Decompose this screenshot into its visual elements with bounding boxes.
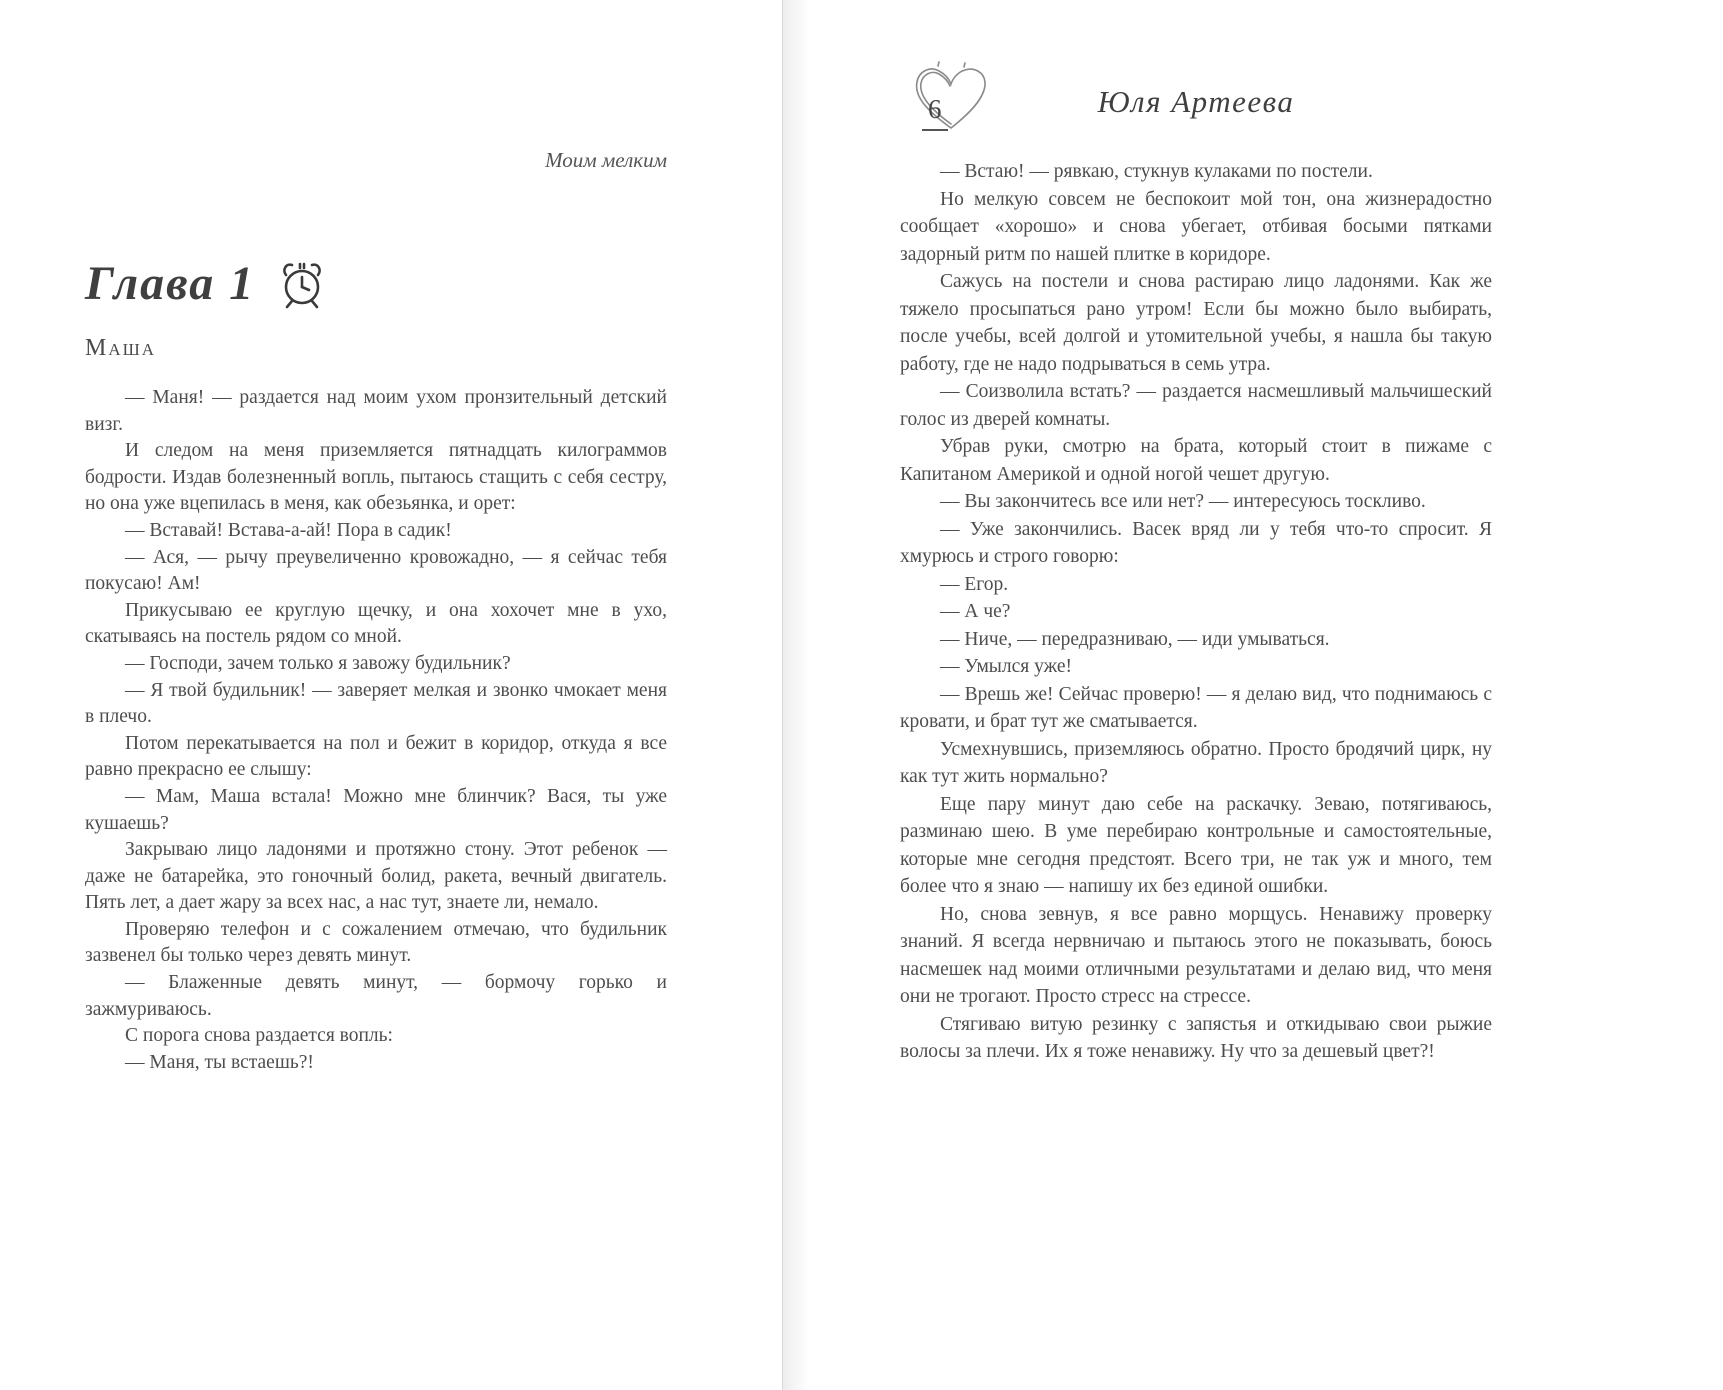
alarm-clock-icon: [273, 255, 331, 313]
running-header: [900, 58, 1492, 154]
paragraph: Сажусь на постели и снова растираю лицо ладонями. Как же тяжело просыпаться рано утром! Если бы можно было выбирать, после учебы, всей долгой и утомительной учебы, я нашла бы такую работу, где не надо подрываться в семь утра.: [900, 271, 1492, 375]
paragraph: — Вы закончитесь все или нет? — интересуюсь тоскливо.: [940, 491, 1426, 512]
page-number: 6: [922, 94, 948, 131]
page-left: [0, 0, 782, 1390]
paragraph: Прикусываю ее круглую щечку, и она хохочет мне в ухо, скатываясь на постель рядом со мной.: [85, 599, 667, 648]
paragraph: — Соизволила встать? — раздается насмешливый мальчишеский голос из дверей комнаты.: [900, 381, 1492, 430]
paragraph: — Врешь же! Сейчас проверю! — я делаю вид, что поднимаюсь с кровати, и брат тут же сматывается.: [900, 683, 1492, 732]
left-page-content: [85, 0, 667, 1076]
page-right: [800, 0, 1723, 1390]
paragraph: — А че?: [940, 601, 1011, 622]
author-name: Юля Артеева: [1097, 84, 1295, 119]
paragraph: — Господи, зачем только я завожу будильник?: [125, 652, 511, 674]
paragraph: Усмехнувшись, приземляюсь обратно. Просто бродячий цирк, ну как тут жить нормально?: [900, 738, 1492, 787]
paragraph: И следом на меня приземляется пятнадцать килограммов бодрости. Издав болезненный вопль, пытаюсь стащить с себя сестру, но она уже вцепилась в меня, как обезьянка, и орет:: [85, 440, 667, 515]
paragraph: Закрываю лицо ладонями и протяжно стону. Этот ребенок — даже не батарейка, это гоночный болид, ракета, вечный двигатель. Пять лет, а дает жару за всех нас, а нас тут, знаете ли, немало.: [85, 839, 667, 914]
paragraph: Еще пару минут даю себе на раскачку. Зеваю, потягиваюсь, разминаю шею. В уме перебираю контрольные и самостоятельные, которые мне сегодня предстоят. Всего три, не так уж и много, тем более что я знаю — напишу их без единой ошибки.: [900, 793, 1492, 897]
right-body-text: [900, 158, 1492, 1066]
paragraph: Проверяю телефон и с сожалением отмечаю, что будильник зазвенел бы только через девять минут.: [85, 918, 667, 967]
dedication-text: Моим мелким: [545, 148, 667, 172]
paragraph: — Ася, — рычу преувеличенно кровожадно, — я сейчас тебя покусаю! Ам!: [85, 546, 667, 595]
paragraph: — Встаю! — рявкаю, стукнув кулаками по постели.: [940, 161, 1373, 182]
chapter-title: Глава 1: [85, 257, 256, 310]
section-title: Маша: [85, 335, 157, 361]
paragraph: — Блаженные девять минут, — бормочу горько и зажмуриваюсь.: [85, 972, 667, 1020]
chapter-heading: [85, 255, 667, 313]
paragraph: — Маня, ты встаешь?!: [125, 1051, 314, 1073]
left-body-text: [85, 385, 667, 1076]
paragraph: — Уже закончились. Васек вряд ли у тебя что-то спросит. Я хмурюсь и строго говорю:: [900, 518, 1492, 567]
paragraph: — Вставай! Встава-а-ай! Пора в садик!: [125, 519, 452, 541]
right-page-content: [900, 0, 1492, 1066]
paragraph: Но, снова зевнув, я все равно морщусь. Ненавижу проверку знаний. Я всегда нервничаю и пытаюсь этого не показывать, боюсь насмешек над моими отличными результатами и делаю вид, что меня они не трогают. Просто стресс на стрессе.: [900, 903, 1492, 1007]
paragraph: — Егор.: [940, 573, 1009, 595]
paragraph: — Ниче, — передразниваю, — иди умываться.: [940, 628, 1330, 650]
paragraph: Но мелкую совсем не беспокоит мой тон, она жизнерадостно сообщает «хорошо» и снова убегает, отбивая босыми пятками задорный ритм по нашей плитке в коридоре.: [900, 188, 1492, 265]
paragraph: — Умылся уже!: [940, 656, 1072, 677]
paragraph: — Маня! — раздается над моим ухом пронзительный детский визг.: [85, 387, 667, 435]
paragraph: С порога снова раздается вопль:: [125, 1025, 393, 1047]
paragraph: Стягиваю витую резинку с запястья и откидываю свои рыжие волосы за плечи. Их я тоже ненавижу. Ну что за дешевый цвет?!: [900, 1013, 1492, 1062]
paragraph: — Я твой будильник! — заверяет мелкая и звонко чмокает меня в плечо.: [85, 679, 667, 728]
paragraph: Убрав руки, смотрю на брата, который стоит в пижаме с Капитаном Америкой и одной ногой чешет другую.: [900, 436, 1492, 485]
paragraph: Потом перекатывается на пол и бежит в коридор, откуда я все равно прекрасно ее слышу:: [85, 732, 667, 781]
paragraph: — Мам, Маша встала! Можно мне блинчик? Вася, ты уже кушаешь?: [85, 785, 667, 834]
